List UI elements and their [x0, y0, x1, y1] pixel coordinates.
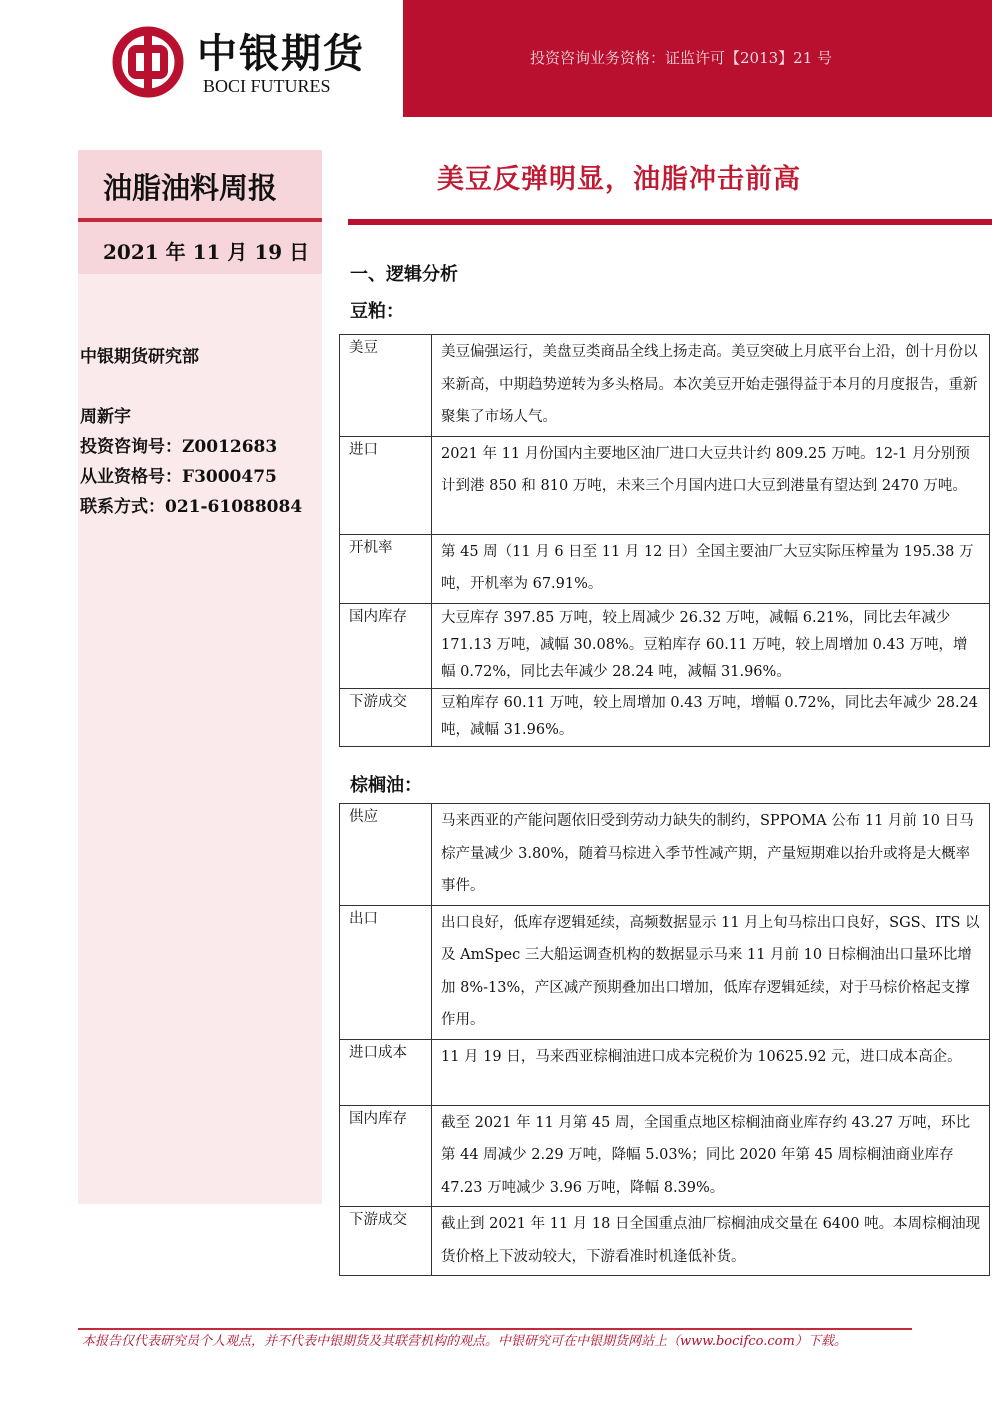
row-text: 美豆偏强运行，美盘豆类商品全线上扬走高。美豆突破上月底平台上沿，创十月份以来新高，中期趋势逆转为多头格局。本次美豆开始走强得益于本月的月度报告，重新聚集了市场人气。 — [432, 335, 990, 437]
table-row — [340, 534, 990, 603]
brand-name-en: BOCI FUTURES — [203, 76, 331, 96]
soymeal-table — [339, 334, 990, 747]
headline-divider — [348, 219, 992, 225]
row-label: 国内库存 — [340, 603, 432, 688]
row-text: 2021 年 11 月份国内主要地区油厂进口大豆共计约 809.25 万吨。12-1 月分别预计到港 850 和 810 万吨，未来三个月国内进口大豆到港量有望达到 2470 万吨。 — [432, 436, 990, 534]
row-label: 下游成交 — [340, 1207, 432, 1276]
boc-logo-icon — [112, 26, 184, 98]
row-text: 马来西亚的产能问题依旧受到劳动力缺失的制约，SPPOMA 公布 11 月前 10 日马棕产量减少 3.80%，随着马棕进入季节性减产期，产量短期难以抬升或将是大概率事件。 — [432, 804, 990, 906]
report-type-title: 油脂油料周报 — [103, 171, 278, 205]
row-label: 国内库存 — [340, 1105, 432, 1207]
row-text: 第 45 周（11 月 6 日至 11 月 12 日）全国主要油厂大豆实际压榨量为 195.38 万吨，开机率为 67.91%。 — [432, 534, 990, 603]
palm-oil-heading: 棕榈油： — [350, 775, 422, 796]
row-label: 美豆 — [340, 335, 432, 437]
row-label: 出口 — [340, 905, 432, 1039]
row-text: 豆粕库存 60.11 万吨，较上周增加 0.43 万吨，增幅 0.72%，同比去年减少 28.24 吨，减幅 31.96%。 — [432, 688, 990, 746]
sidebar-divider — [78, 218, 322, 222]
row-text: 出口良好，低库存逻辑延续，高频数据显示 11 月上旬马棕出口良好，SGS、ITS 以及 AmSpec 三大船运调查机构的数据显示马来 11 月前 10 日棕榈油出口量环比增加 8%-13%，产区减产预期叠加出口增加，低库存逻辑延续，对于马棕价格起支撑作用。 — [432, 905, 990, 1039]
consult-number: 投资咨询号：Z0012683 — [80, 437, 278, 457]
table-row — [340, 905, 990, 1039]
table-row — [340, 688, 990, 746]
brand-name-cn: 中银期货 — [197, 30, 365, 77]
section-heading: 一、逻辑分析 — [350, 264, 458, 285]
report-headline: 美豆反弹明显，油脂冲击前高 — [437, 164, 801, 195]
row-text: 截止到 2021 年 11 月 18 日全国重点油厂棕榈油成交量在 6400 吨。本周棕榈油现货价格上下波动较大，下游看准时机逢低补货。 — [432, 1207, 990, 1276]
row-text: 大豆库存 397.85 万吨，较上周减少 26.32 万吨，减幅 6.21%，同比去年减少 171.13 万吨，减幅 30.08%。豆粕库存 60.11 万吨，较上周增加 0.43 万吨，增幅 0.72%，同比去年减少 28.24 吨，减幅 31.96%。 — [432, 603, 990, 688]
license-text: 投资咨询业务资格：证监许可【2013】21 号 — [530, 49, 833, 67]
table-row — [340, 1039, 990, 1105]
table-row — [340, 436, 990, 534]
soymeal-heading: 豆粕： — [350, 301, 404, 322]
footer-disclaimer: 本报告仅代表研究员个人观点，并不代表中银期货及其联营机构的观点。中银研究可在中银期货网站上（www.bocifco.com）下载。 — [82, 1334, 847, 1349]
research-department: 中银期货研究部 — [80, 347, 199, 367]
analyst-name: 周新宇 — [80, 407, 131, 427]
table-row — [340, 335, 990, 437]
table-row — [340, 1105, 990, 1207]
qualification-number: 从业资格号：F3000475 — [80, 467, 277, 487]
row-label: 开机率 — [340, 534, 432, 603]
table-row — [340, 804, 990, 906]
footer-divider — [78, 1328, 912, 1330]
report-date: 2021 年 11 月 19 日 — [103, 240, 310, 264]
row-label: 供应 — [340, 804, 432, 906]
contact-info: 联系方式：021-61088084 — [80, 497, 303, 517]
table-row — [340, 1207, 990, 1276]
row-text: 11 月 19 日，马来西亚棕榈油进口成本完税价为 10625.92 元，进口成本高企。 — [432, 1039, 990, 1105]
row-label: 进口成本 — [340, 1039, 432, 1105]
table-row — [340, 603, 990, 688]
row-label: 进口 — [340, 436, 432, 534]
palm-oil-table — [339, 803, 990, 1276]
row-label: 下游成交 — [340, 688, 432, 746]
row-text: 截至 2021 年 11 月第 45 周，全国重点地区棕榈油商业库存约 43.27 万吨，环比第 44 周减少 2.29 万吨，降幅 5.03%；同比 2020 年第 45 周棕榈油商业库存 47.23 万吨减少 3.96 万吨，降幅 8.39%。 — [432, 1105, 990, 1207]
